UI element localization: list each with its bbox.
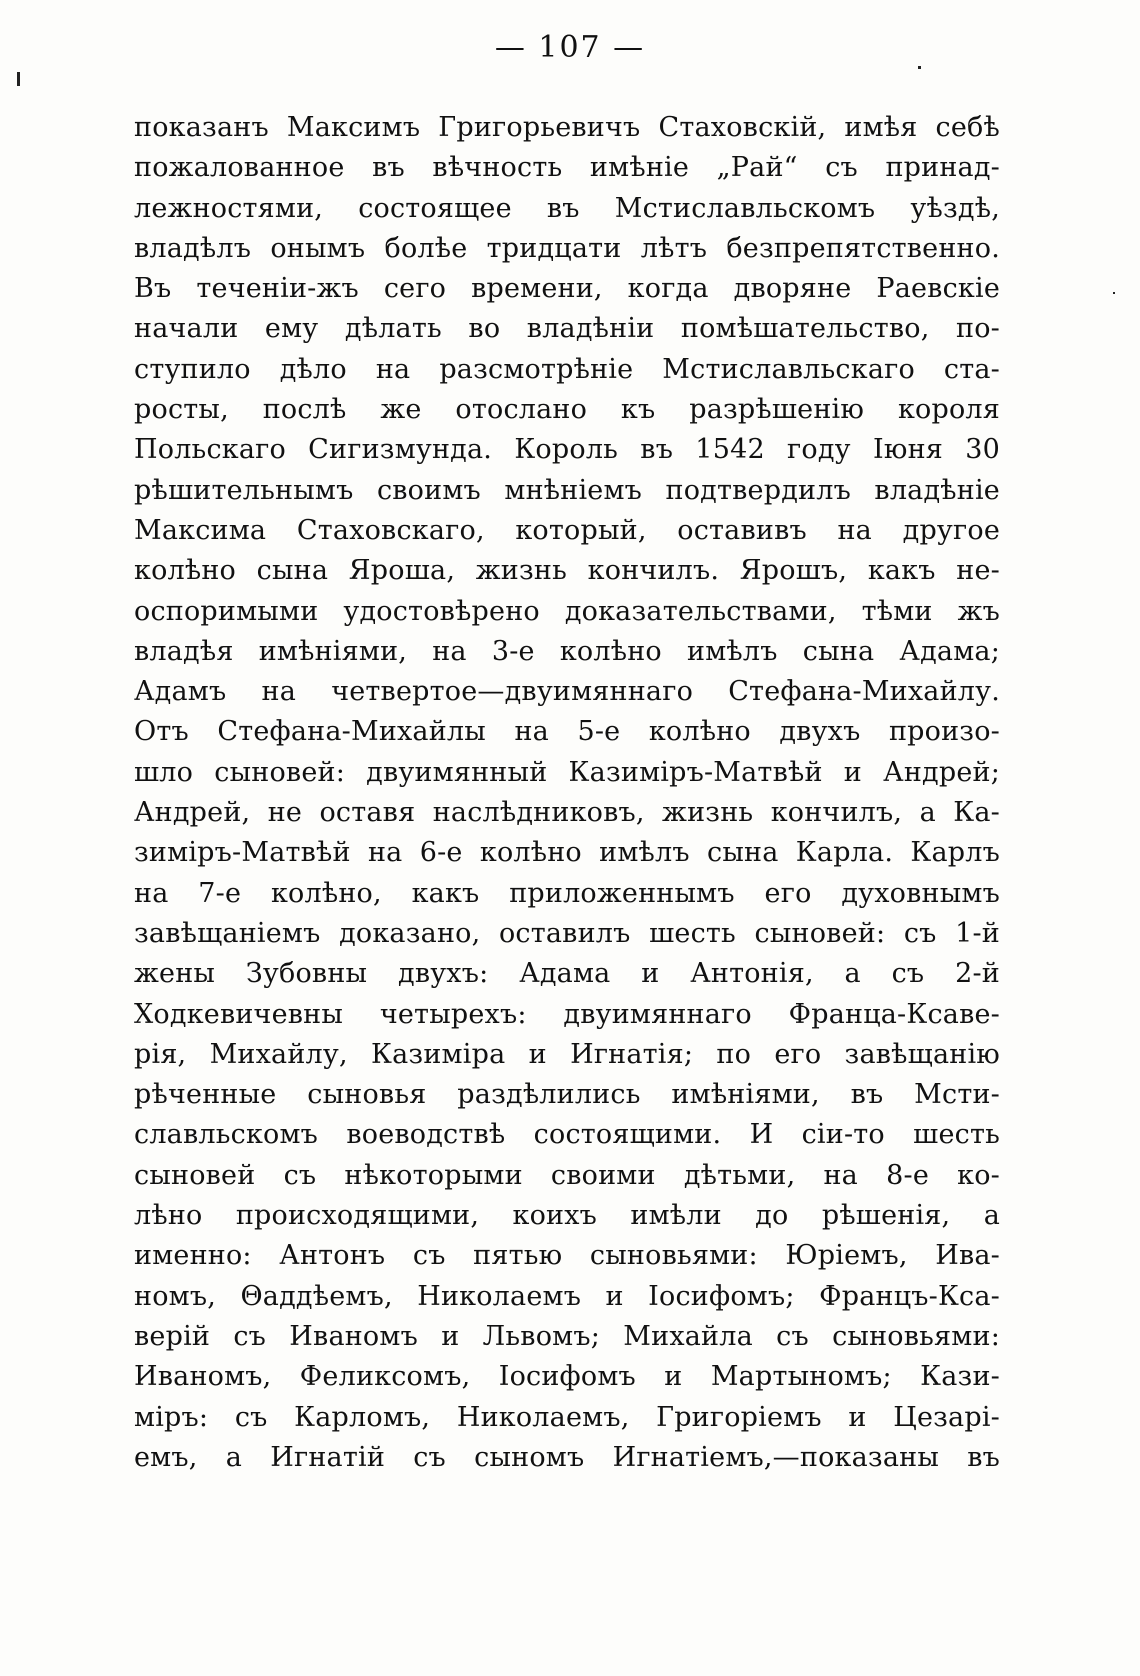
text-line: міръ: съ Карломъ, Николаемъ, Григоріемъ и Цезарі- — [134, 1401, 1000, 1433]
text-line: росты, послѣ же отослано къ разрѣшенію короля — [134, 394, 1000, 426]
text-line: колѣно сына Ярошa, жизнь кончилъ. Ярошъ, какъ не- — [134, 555, 1000, 587]
text-line: владѣлъ онымъ болѣе тридцати лѣтъ безпрепятственно. — [134, 232, 1000, 264]
text-line: лежностями, состоящее въ Мстиславльскомъ уѣздѣ, — [134, 192, 1000, 224]
text-line: начали ему дѣлать во владѣніи помѣшательство, по- — [134, 313, 1000, 345]
text-line: Въ теченіи-жъ сего времени, когда дворяне Раевскіе — [134, 273, 1000, 305]
text-line: Ходкевичевны четырехъ: двуимяннаго Франца-Ксаве- — [134, 998, 1000, 1030]
text-line: шло сыновей: двуимянный Казиміръ-Матвѣй и Андрей; — [134, 756, 1000, 788]
text-line: показанъ Максимъ Григорьевичъ Стаховскій, имѣя себѣ — [134, 112, 1000, 143]
text-line: емъ, а Игнатій съ сыномъ Игнатіемъ,—показаны въ — [134, 1441, 1000, 1473]
margin-speck — [17, 72, 20, 86]
text-line: рѣшительнымъ своимъ мнѣніемъ подтвердилъ владѣніе — [134, 474, 1000, 506]
margin-speck — [1113, 292, 1115, 294]
text-line: Максима Стаховскаго, который, оставивъ на другое — [134, 514, 1000, 546]
text-line: оспоримыми удостовѣрено доказательствами, тѣми жъ — [134, 595, 1000, 627]
text-line: верій съ Иваномъ и Львомъ; Михайла съ сыновьями: — [134, 1320, 1000, 1352]
text-line: славльскомъ воеводствѣ состоящими. И сіи-то шесть — [134, 1119, 1000, 1151]
text-line: именно: Антонъ съ пятью сыновьями: Юріемъ, Ива- — [134, 1240, 1000, 1272]
text-line: жены Зубовны двухъ: Адама и Антонія, а съ 2-й — [134, 958, 1000, 990]
text-line: Адамъ на четвертое—двуимяннаго Стефана-Михайлу. — [134, 676, 1000, 708]
text-line: на 7-е колѣно, какъ приложеннымъ его духовнымъ — [134, 877, 1000, 909]
text-line: рія, Михайлу, Казиміра и Игнатія; по его завѣщанію — [134, 1038, 1000, 1070]
text-line: Польскаго Сигизмунда. Король въ 1542 году Іюня 30 — [134, 434, 1000, 466]
text-line: номъ, Θаддѣемъ, Николаемъ и Іосифомъ; Францъ-Кса- — [134, 1280, 1000, 1312]
margin-speck — [918, 66, 921, 69]
body-text — [134, 108, 1000, 1478]
text-line: сыновей съ нѣкоторыми своими дѣтьми, на 8-е ко- — [134, 1159, 1000, 1191]
text-line: Андрей, не оставя наслѣдниковъ, жизнь кончилъ, а Ка- — [134, 797, 1000, 829]
text-line: завѣщаніемъ доказано, оставилъ шесть сыновей: съ 1-й — [134, 917, 1000, 949]
text-line: ступило дѣло на разсмотрѣніе Мстиславльскаго ста- — [134, 353, 1000, 385]
text-line: зиміръ-Матвѣй на 6-е колѣно имѣлъ сына Карла. Карлъ — [134, 837, 1000, 869]
text-line: Иваномъ, Феликсомъ, Іосифомъ и Мартыномъ; Кази- — [134, 1361, 1000, 1393]
text-line: владѣя имѣніями, на 3-е колѣно имѣлъ сына Адама; — [134, 635, 1000, 667]
page-number: — 107 — — [494, 30, 646, 65]
text-line: рѣченные сыновья раздѣлились имѣніями, въ Мсти- — [134, 1079, 1000, 1111]
text-line: Отъ Стефана-Михайлы на 5-е колѣно двухъ произо- — [134, 716, 1000, 748]
text-line: пожалованное въ вѣчность имѣніе „Рай“ съ принад- — [134, 152, 1000, 184]
text-line: лѣно происходящими, коихъ имѣли до рѣшенія, а — [134, 1200, 1000, 1232]
